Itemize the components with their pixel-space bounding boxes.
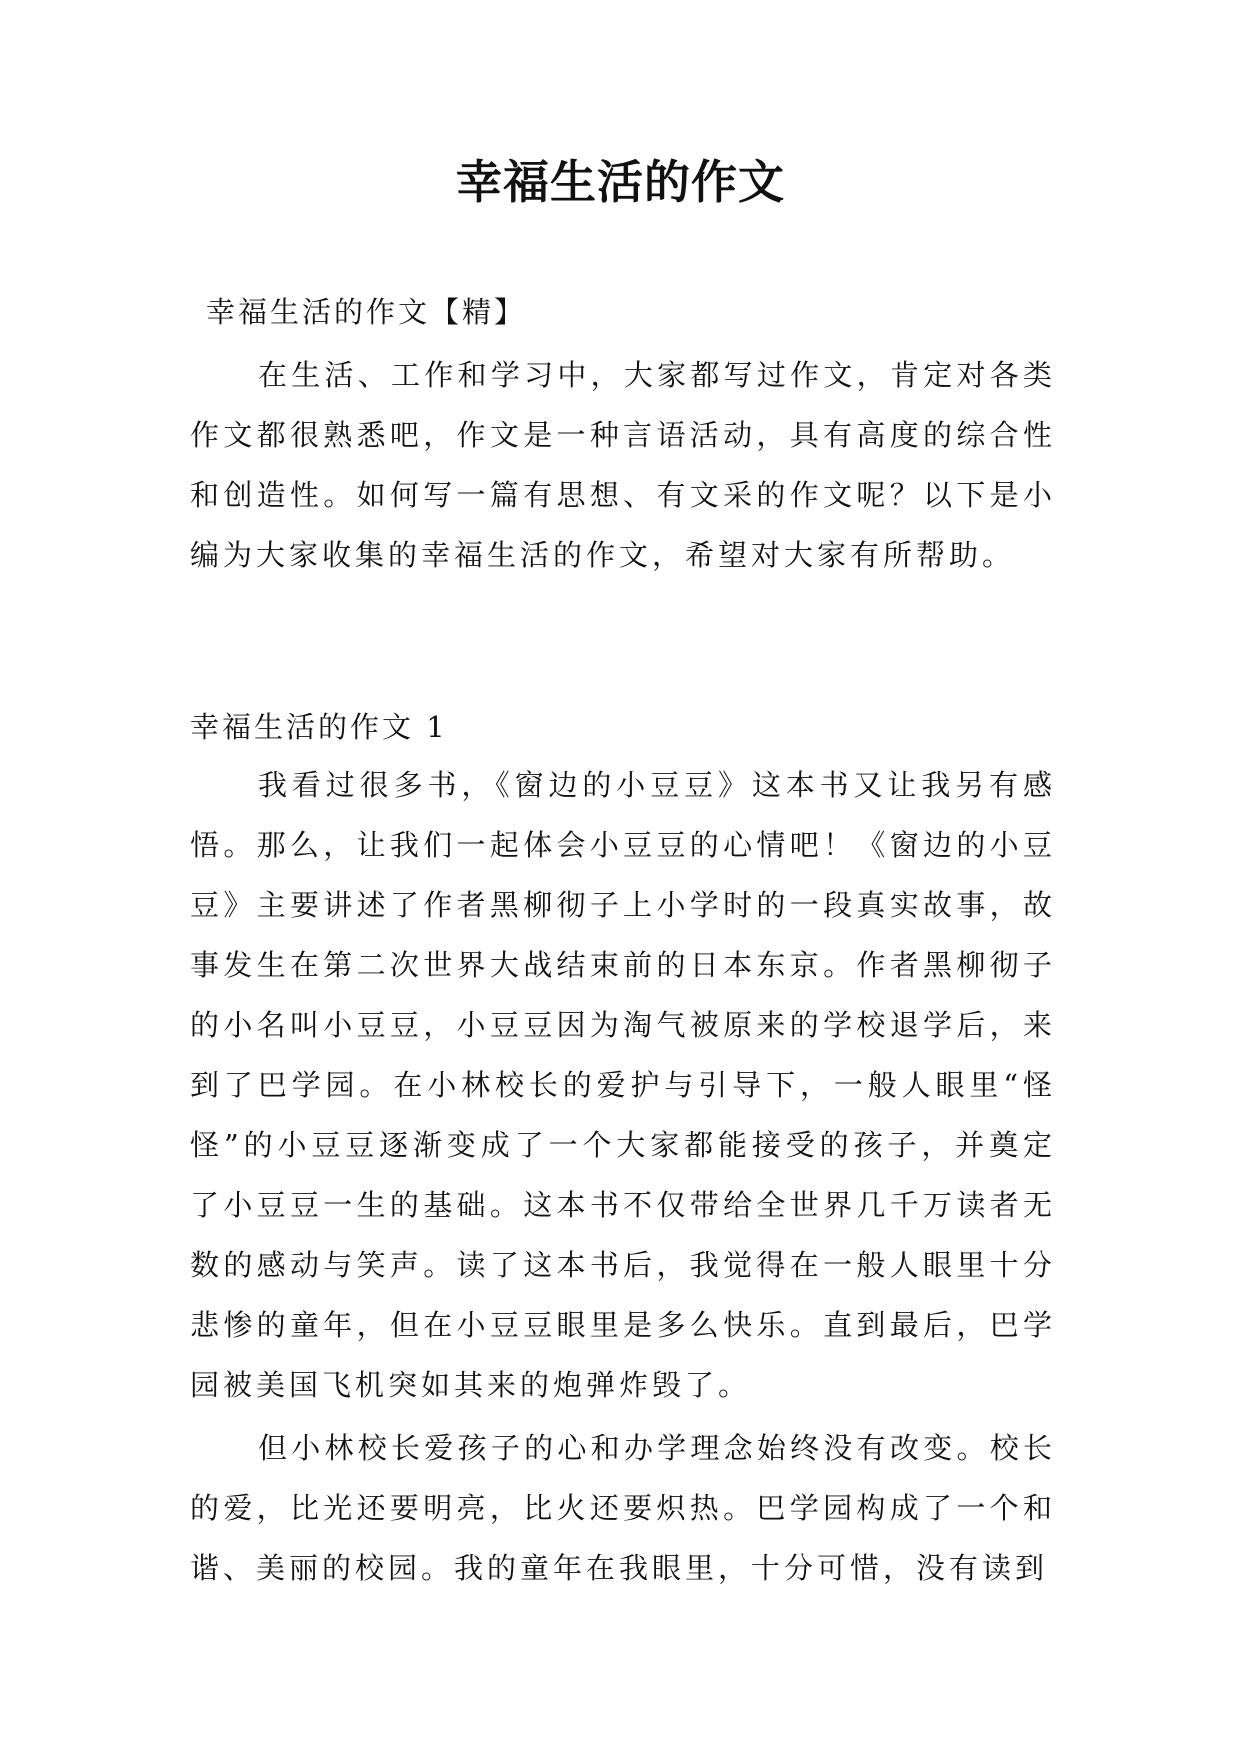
page-title: 幸福生活的作文 [456,155,785,209]
section-heading: 幸福生活的作文 1 [190,710,448,744]
document-subtitle: 幸福生活的作文【精】 [206,295,527,329]
intro-paragraph: 在生活、工作和学习中，大家都写过作文，肯定对各类作文都很熟悉吧，作文是一种言语活动，具有高度的综合性和创造性。如何写一篇有思想、有文采的作文呢？以下是小编为大家收集的幸福生活的作文，希望对大家有所帮助。 [190,358,1056,572]
essay-body [190,755,1056,1601]
essay-paragraph-2: 但小林校长爱孩子的心和办学理念始终没有改变。校长的爱，比光还要明亮，比火还要炽热。巴学园构成了一个和谐、美丽的校园。我的童年在我眼里，十分可惜，没有读到 [190,1431,1056,1585]
intro-section [190,345,1056,588]
essay-paragraph-1: 我看过很多书，《窗边的小豆豆》这本书又让我另有感悟。那么，让我们一起体会小豆豆的心情吧！《窗边的小豆豆》主要讲述了作者黑柳彻子上小学时的一段真实故事，故事发生在第二次世界大战结束前的日本东京。作者黑柳彻子的小名叫小豆豆，小豆豆因为淘气被原来的学校退学后，来到了巴学园。在小林校长的爱护与引导下，一般人眼里“怪怪”的小豆豆逐渐变成了一个大家都能接受的孩子，并奠定了小豆豆一生的基础。这本书不仅带给全世界几千万读者无数的感动与笑声。读了这本书后，我觉得在一般人眼里十分悲惨的童年，但在小豆豆眼里是多么快乐。直到最后，巴学园被美国飞机突如其来的炮弹炸毁了。 [190,768,1056,1402]
